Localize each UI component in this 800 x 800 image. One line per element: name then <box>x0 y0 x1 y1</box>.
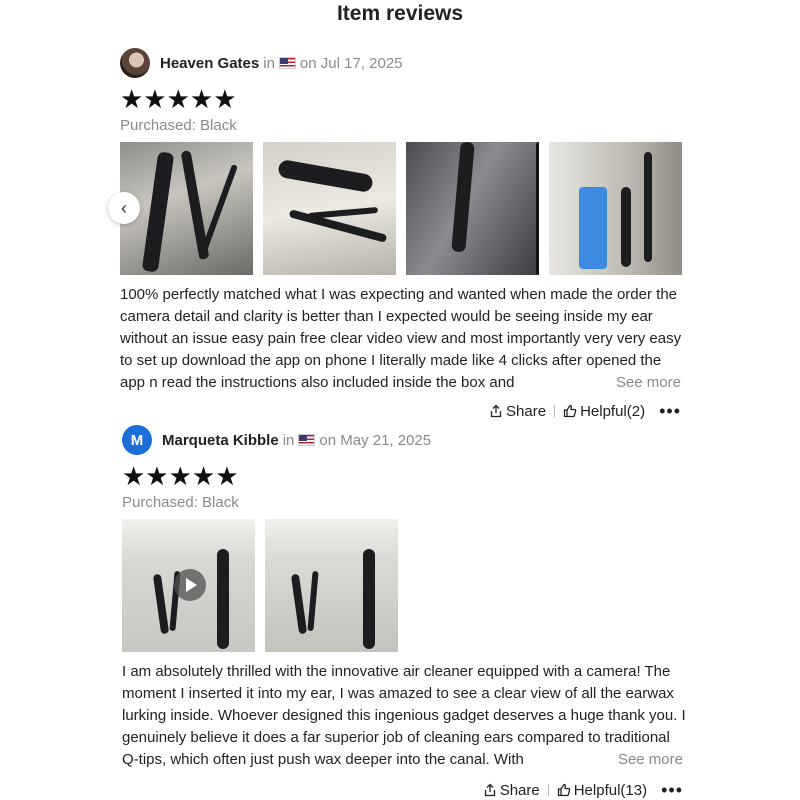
share-icon <box>483 783 497 797</box>
chevron-left-icon[interactable]: ‹ <box>108 192 140 224</box>
review-body: I am absolutely thrilled with the innovative air cleaner equipped with a camera! The moment I inserted it into my ear, I was amazed to see a clear view of all the earwax lurking inside. Whoever designed this ingenious gadget deserves a huge thank you. I genuinely believe it does a far superior job of cleaning ears compared to traditional Q-tips, which often just push wax deeper into the canal. With <box>122 663 686 768</box>
purchased-variant: Purchased: Black <box>122 494 239 511</box>
avatar[interactable]: M <box>122 425 152 455</box>
helpful-count: Helpful(13) <box>573 781 648 799</box>
more-icon[interactable]: ••• <box>661 780 683 800</box>
share-button[interactable] <box>489 403 546 420</box>
reviewer-name[interactable]: Heaven Gates <box>160 54 260 72</box>
share-label: Share <box>506 402 547 420</box>
review-text <box>120 284 685 394</box>
reviewer-name[interactable]: Marqueta Kibble <box>162 431 279 449</box>
review-meta <box>120 47 685 79</box>
review-date: on Jul 17, 2025 <box>299 54 403 72</box>
more-icon[interactable]: ••• <box>659 401 681 421</box>
review-photo[interactable] <box>406 142 539 275</box>
divider <box>548 784 549 796</box>
location-prefix: in <box>263 54 275 72</box>
flag-us-icon <box>298 434 315 446</box>
thumbs-up-icon <box>563 404 577 418</box>
see-more-link[interactable]: See more <box>596 749 683 771</box>
share-button[interactable] <box>483 782 540 799</box>
share-label: Share <box>499 781 540 799</box>
star-rating: ★★★★★ <box>122 461 239 491</box>
review-photo[interactable] <box>265 519 398 652</box>
page-title: Item reviews <box>336 2 464 25</box>
review-photos <box>122 519 687 652</box>
helpful-count: Helpful(2) <box>580 402 646 420</box>
review-card <box>120 47 685 421</box>
review-body: 100% perfectly matched what I was expecting and wanted when made the order the camera detail and clarity is better than I expected would be seeing inside my ear without an issue easy pain free clear video view and most importantly very very easy to set up download the app on phone I literally made like 4 clicks after opened the app n read the instructions also included inside the box and <box>120 286 682 391</box>
review-actions <box>483 780 683 800</box>
purchased-variant: Purchased: Black <box>120 117 237 134</box>
review-photo[interactable] <box>263 142 396 275</box>
play-icon[interactable] <box>174 569 206 601</box>
share-icon <box>489 404 503 418</box>
location-prefix: in <box>282 431 295 449</box>
review-card <box>122 424 687 800</box>
review-meta <box>122 424 687 456</box>
helpful-button[interactable] <box>563 403 645 420</box>
review-date: on May 21, 2025 <box>319 431 432 449</box>
avatar[interactable] <box>120 48 150 78</box>
review-photo[interactable] <box>549 142 682 275</box>
helpful-button[interactable] <box>557 782 647 799</box>
review-video[interactable] <box>122 519 255 652</box>
star-rating: ★★★★★ <box>120 84 237 114</box>
divider <box>554 405 555 417</box>
flag-us-icon <box>279 57 296 69</box>
thumbs-up-icon <box>557 783 571 797</box>
review-text <box>122 661 687 771</box>
review-photos <box>120 142 685 275</box>
review-actions <box>489 401 681 421</box>
see-more-link[interactable]: See more <box>594 372 681 394</box>
